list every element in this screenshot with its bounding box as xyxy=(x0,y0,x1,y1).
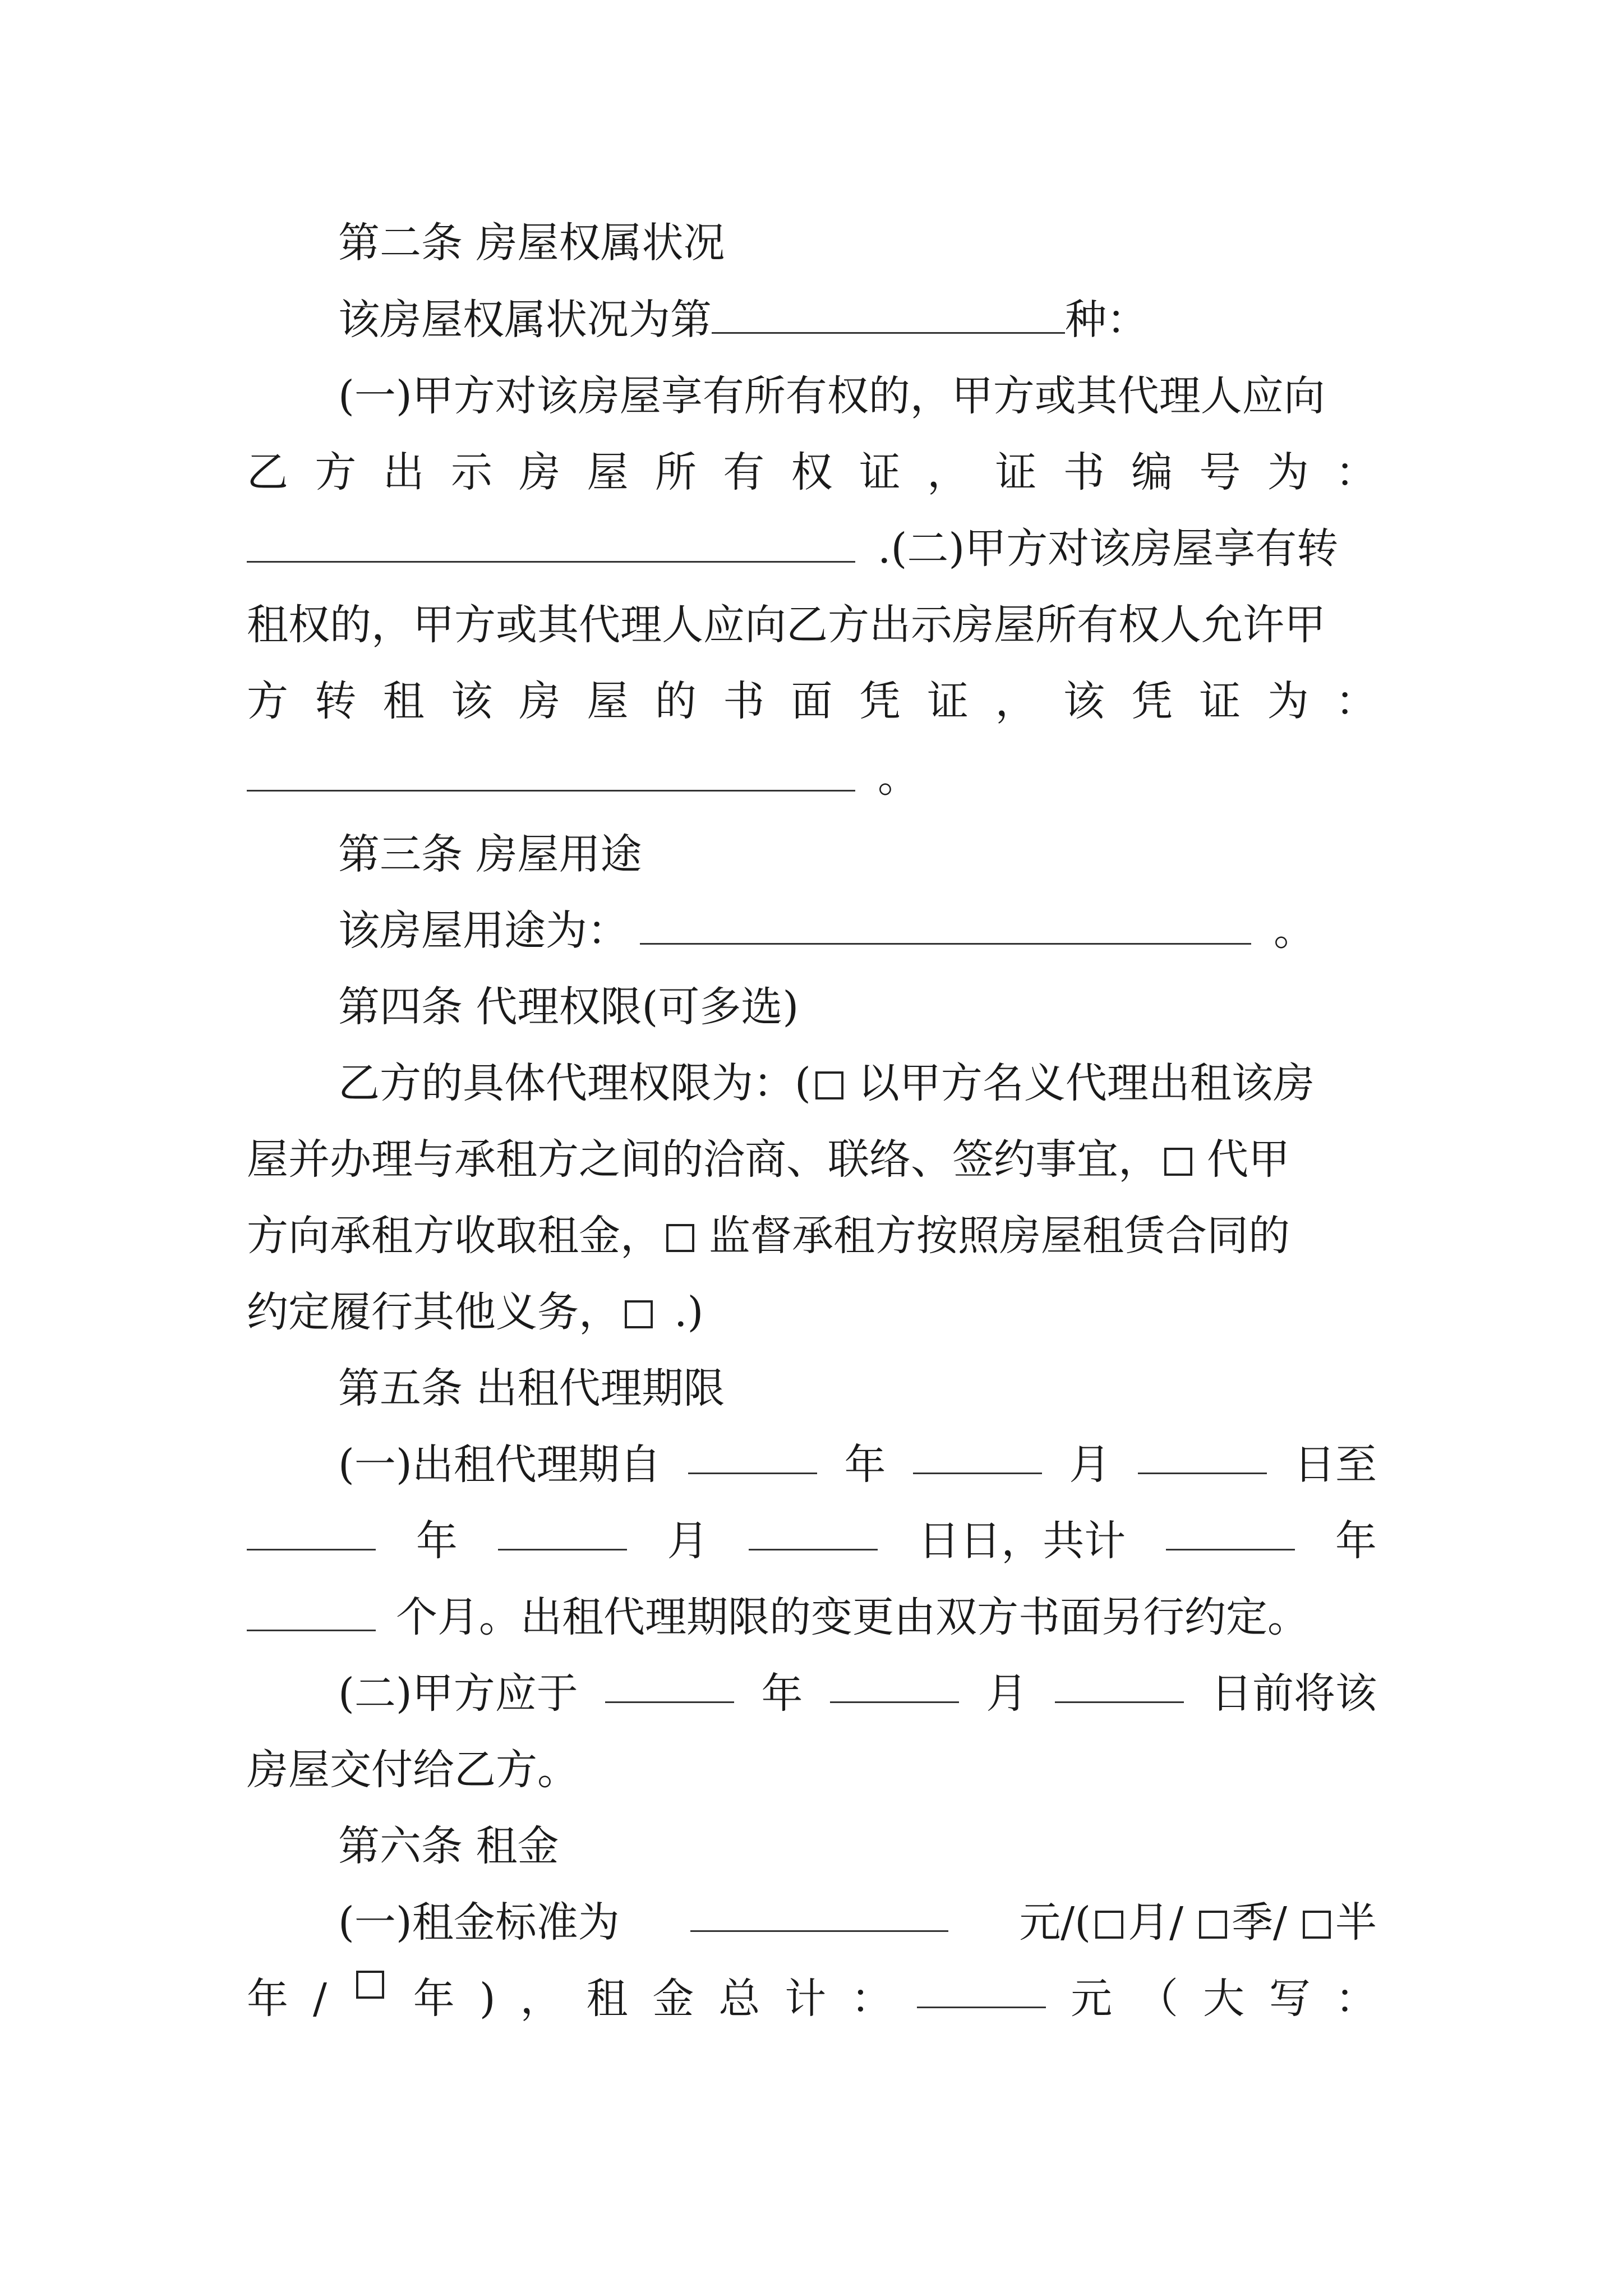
char: 证 xyxy=(1199,677,1241,725)
fill-blank[interactable] xyxy=(688,1437,817,1474)
char: 为 xyxy=(1267,677,1309,725)
text: 月 xyxy=(1069,1441,1111,1489)
fill-blank[interactable] xyxy=(498,1513,627,1550)
text: 日至 xyxy=(1294,1441,1377,1489)
char: 租 xyxy=(382,677,425,725)
article-4-para-2 xyxy=(247,1131,1377,1188)
fill-blank[interactable] xyxy=(830,1665,959,1703)
text: 大 xyxy=(1202,1975,1244,2023)
char: 房 xyxy=(519,448,561,496)
fill-blank[interactable] xyxy=(247,1594,376,1631)
text: 日日，共计 xyxy=(918,1517,1126,1565)
char: 乙 xyxy=(247,448,288,496)
text: 该房屋用途为： xyxy=(338,907,629,955)
fill-blank[interactable] xyxy=(1166,1513,1295,1550)
char: 出 xyxy=(382,448,425,496)
text: 计 xyxy=(785,1975,827,2023)
char: 证 xyxy=(859,448,901,496)
text: 年 xyxy=(1335,1517,1377,1565)
checkbox[interactable] xyxy=(625,1300,653,1328)
text: .) xyxy=(674,1288,704,1336)
char: ， xyxy=(927,448,969,496)
article-2-para-6 xyxy=(247,749,1377,806)
article-5-para-2 xyxy=(247,1513,1377,1569)
article-2-title: 第二条 房屋权属状况 xyxy=(338,219,725,267)
char: 屋 xyxy=(587,448,629,496)
text: 季/ xyxy=(1232,1898,1287,1947)
char: 有 xyxy=(723,448,765,496)
text: ) xyxy=(479,1975,496,2023)
article-3-title: 第三条 房屋用途 xyxy=(338,830,642,878)
fill-blank[interactable] xyxy=(1138,1437,1267,1474)
text: 金 xyxy=(652,1975,694,2023)
text: 年 xyxy=(416,1517,458,1565)
fill-blank[interactable] xyxy=(247,1513,376,1550)
text: .(二)甲方对该房屋享有转 xyxy=(878,524,1339,573)
char: ， xyxy=(995,677,1037,725)
text: 月 xyxy=(986,1669,1028,1718)
fill-blank[interactable] xyxy=(247,525,855,563)
article-5-para-3 xyxy=(247,1589,1377,1645)
char: 所 xyxy=(654,448,697,496)
text: 。 xyxy=(1274,907,1315,955)
article-5-para-1 xyxy=(338,1437,1377,1493)
article-5-para-5: 房屋交付给乙方。 xyxy=(247,1746,579,1794)
text: 种： xyxy=(1065,296,1148,344)
char: 凭 xyxy=(859,677,901,725)
checkbox[interactable] xyxy=(1199,1911,1227,1939)
checkbox[interactable] xyxy=(356,1971,384,1999)
fill-blank[interactable] xyxy=(247,754,855,792)
text: 代甲 xyxy=(1207,1135,1290,1184)
text: (一)出租代理期自 xyxy=(338,1441,661,1489)
char: 书 xyxy=(1063,448,1105,496)
article-2-para-5 xyxy=(247,673,1377,729)
char: 该 xyxy=(1063,677,1105,725)
text: 总 xyxy=(718,1975,760,2023)
text: 乙方的具体代理权限为：( xyxy=(338,1059,811,1107)
text: ： xyxy=(851,1975,893,2023)
text: ， xyxy=(520,1975,562,2023)
text: 元/( xyxy=(1019,1898,1091,1947)
text: / xyxy=(312,1975,327,2023)
checkbox[interactable] xyxy=(1095,1911,1123,1939)
article-6-title: 第六条 租金 xyxy=(338,1822,559,1870)
char: ： xyxy=(1335,677,1377,725)
text: 该房屋权属状况为第 xyxy=(338,296,712,344)
article-4-para-3 xyxy=(247,1208,1377,1264)
char: 房 xyxy=(519,677,561,725)
char: 证 xyxy=(995,448,1037,496)
char: ： xyxy=(1335,448,1377,496)
fill-blank[interactable] xyxy=(712,296,1065,334)
text: 写 xyxy=(1269,1975,1311,2023)
fill-blank[interactable] xyxy=(640,907,1251,945)
article-2-para-2 xyxy=(247,444,1377,500)
text: 月 xyxy=(667,1517,709,1565)
text: ： xyxy=(1335,1975,1377,2023)
char: 示 xyxy=(450,448,492,496)
fill-blank[interactable] xyxy=(605,1665,734,1703)
fill-blank[interactable] xyxy=(690,1894,948,1932)
checkbox[interactable] xyxy=(1164,1148,1192,1176)
char: 屋 xyxy=(587,677,629,725)
checkbox[interactable] xyxy=(1303,1911,1331,1939)
text: 年 xyxy=(413,1975,455,2023)
char: 方 xyxy=(247,677,288,725)
text: (二)甲方应于 xyxy=(338,1669,578,1718)
char: 的 xyxy=(654,677,697,725)
article-4-title: 第四条 代理权限(可多选) xyxy=(338,983,799,1031)
text: 。 xyxy=(878,753,919,802)
text: 以甲方名义代理出租该房 xyxy=(857,1059,1315,1107)
char: 证 xyxy=(927,677,969,725)
text: 年 xyxy=(247,1975,288,2023)
article-2-para-3 xyxy=(247,521,1377,577)
text: 年 xyxy=(844,1441,886,1489)
fill-blank[interactable] xyxy=(749,1513,878,1550)
article-6-para-1 xyxy=(338,1894,1377,1950)
article-5-para-4 xyxy=(338,1665,1377,1722)
text: 屋并办理与承租方之间的洽商、联络、签约事宜， xyxy=(247,1135,1160,1184)
article-3-line-1 xyxy=(338,903,1315,959)
text: 监督承租方按照房屋租赁合同的 xyxy=(709,1212,1290,1260)
text-group xyxy=(1019,1894,1377,1950)
text: (一)租金标准为 xyxy=(338,1898,620,1947)
char: 方 xyxy=(315,448,357,496)
fill-blank[interactable] xyxy=(1055,1665,1184,1703)
char: 凭 xyxy=(1131,677,1173,725)
char: 编 xyxy=(1131,448,1173,496)
text: 元 xyxy=(1071,1975,1113,2023)
text: 个月。出租代理期限的变更由双方书面另行约定。 xyxy=(396,1593,1309,1641)
article-4-para-1 xyxy=(338,1055,1315,1111)
text: 日前将该 xyxy=(1211,1669,1377,1718)
article-6-para-2 xyxy=(247,1971,1377,2027)
article-2-para-4: 租权的，甲方或其代理人应向乙方出示房屋所有权人允许甲 xyxy=(247,601,1326,649)
fill-blank[interactable] xyxy=(917,1971,1046,2008)
char: 该 xyxy=(450,677,492,725)
char: 面 xyxy=(791,677,833,725)
text: 年 xyxy=(761,1669,803,1718)
text: 约定履行其他义务， xyxy=(247,1288,620,1336)
article-4-para-4 xyxy=(247,1284,1377,1340)
checkbox[interactable] xyxy=(815,1071,843,1099)
text: 租 xyxy=(586,1975,628,2023)
text: 方向承租方收取租金， xyxy=(247,1212,662,1260)
text: 月/ xyxy=(1128,1898,1184,1947)
char: 权 xyxy=(791,448,833,496)
fill-blank[interactable] xyxy=(913,1437,1042,1474)
article-2-para-1: (一)甲方对该房屋享有所有权的，甲方或其代理人应向 xyxy=(338,372,1325,420)
article-2-line-1 xyxy=(338,292,1148,348)
char: 号 xyxy=(1199,448,1241,496)
checkbox[interactable] xyxy=(666,1224,694,1252)
text: 半 xyxy=(1335,1898,1377,1947)
char: 为 xyxy=(1267,448,1309,496)
char: 书 xyxy=(723,677,765,725)
article-5-title: 第五条 出租代理期限 xyxy=(338,1364,725,1412)
text: （ xyxy=(1137,1975,1178,2023)
char: 转 xyxy=(315,677,357,725)
